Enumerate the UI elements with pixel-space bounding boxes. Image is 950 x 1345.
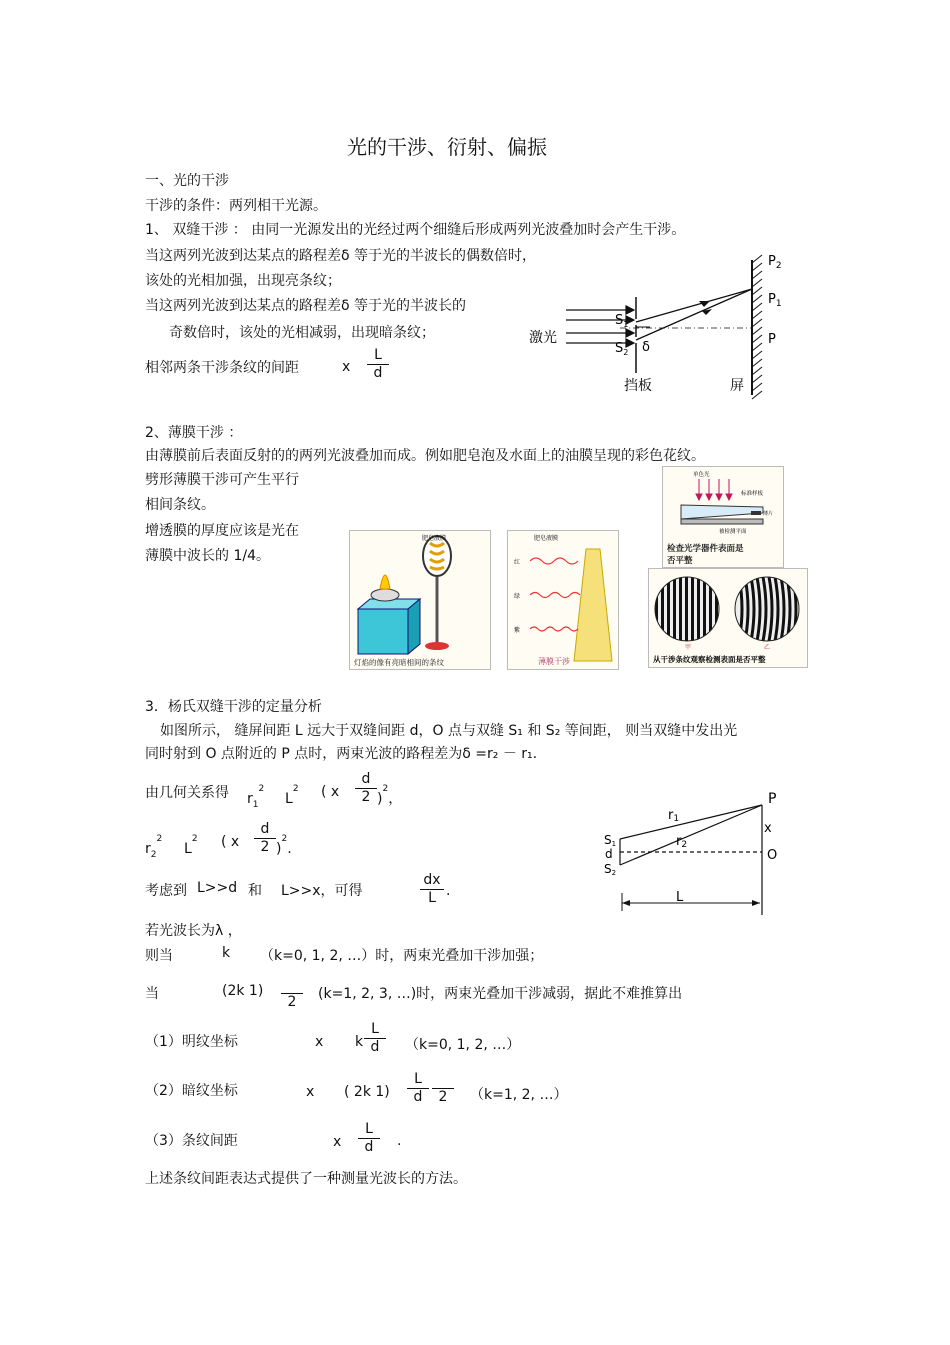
standard-plate	[681, 505, 763, 519]
close-paren: )	[377, 791, 383, 807]
ray-r1	[620, 805, 762, 839]
dark-condition: (k=1, 2, 3, …)时，两束光叠加干涉减弱，据此不难推算出	[318, 986, 683, 1002]
r2-label	[676, 834, 687, 850]
photo4-label-b: 乙	[764, 644, 771, 651]
p2-letter: P	[768, 254, 776, 269]
p1-label	[768, 292, 782, 309]
s2-label	[604, 862, 616, 877]
P-label: P	[768, 791, 777, 807]
p2-label	[768, 254, 782, 271]
formula-x: x	[306, 1084, 315, 1100]
lamp-shape	[371, 589, 399, 601]
text-line: 该处的光相加强，出现亮条纹；	[145, 273, 341, 289]
wavelength-label: 若光波长为λ ，	[145, 923, 242, 939]
formula-x: x	[342, 359, 351, 375]
fraction-L-over-d	[358, 1121, 380, 1156]
L-letter: L	[184, 841, 192, 857]
thin-sheet	[751, 511, 761, 515]
s1-sub: 1	[623, 320, 629, 329]
O-label: O	[767, 848, 778, 863]
eq1-r1	[247, 784, 264, 810]
fraction-L-over-d	[364, 1021, 386, 1056]
photo4-caption: 从干涉条纹观察检测表面是否平整	[653, 655, 766, 664]
laser-label: 激光	[529, 330, 557, 346]
baffle-label: 挡板	[624, 378, 652, 394]
test-surface	[681, 519, 763, 524]
denominator: 2	[287, 994, 297, 1010]
photo-thin-film	[507, 530, 619, 670]
bright-coord-label: （1）明纹坐标	[145, 1034, 238, 1050]
r2-letter: r	[676, 834, 682, 849]
delta-label: δ	[642, 340, 650, 355]
denominator: L	[428, 890, 436, 906]
denominator: d	[370, 1039, 380, 1055]
section2-heading: 2、薄膜干涉 ：	[145, 425, 243, 441]
photo2-caption: 薄膜干涉	[538, 657, 570, 666]
eq2-L2	[184, 834, 198, 857]
then-when: 则当	[145, 948, 173, 964]
text-line: 由薄膜前后表面反射的的两列光波叠加而成。例如肥皂泡及水面上的油膜呈现的彩色花纹。	[145, 448, 705, 464]
denominator: 2	[260, 839, 270, 855]
s1-letter: S	[615, 313, 624, 328]
dim-arrow-right	[752, 900, 760, 906]
s1-label	[604, 833, 616, 848]
photo2-label-red: 红	[514, 559, 521, 566]
text-line: 同时射到 O 点附近的 P 点时，两束光波的路程差为δ =r₂ － r₁.	[145, 746, 538, 762]
p1-sub: 1	[775, 299, 782, 309]
p1-letter: P	[768, 292, 776, 307]
screen-hatching	[752, 255, 762, 399]
numerator: d	[254, 821, 276, 839]
denominator: 2	[438, 1089, 448, 1105]
eq1-open: ( x	[321, 784, 340, 800]
eq1-close	[377, 784, 402, 808]
p2-sub: 2	[775, 261, 782, 271]
numerator: L	[358, 1121, 380, 1139]
k-symbol: k	[222, 945, 231, 961]
consider-label: 考虑到	[145, 883, 187, 899]
photo3-label: 被检测平面	[719, 529, 747, 535]
s2-letter: S	[615, 341, 624, 356]
page-title: 光的干涉、衍射、偏振	[347, 135, 547, 159]
text-line: 薄膜中波长的 1/4。	[145, 548, 270, 564]
d-label: d	[605, 847, 613, 861]
double-slit-diagram	[520, 245, 780, 405]
fraction-lambda-over-2	[432, 1071, 454, 1106]
section3-heading: 3．杨氏双缝干涉的定量分析	[145, 699, 322, 715]
s2-sub: 2	[611, 869, 617, 877]
s1-label	[615, 313, 628, 329]
square: 2	[258, 784, 265, 794]
bright-range: （k=0, 1, 2, …）	[405, 1037, 521, 1053]
denominator: d	[373, 365, 383, 381]
conclusion: 上述条纹间距表达式提供了一种测量光波长的方法。	[145, 1171, 467, 1187]
film-wedge	[574, 549, 612, 661]
r1-letter: r	[668, 808, 674, 823]
k-symbol: k	[355, 1034, 364, 1050]
photo1-top-label: 肥皂液膜	[422, 535, 447, 542]
photo3-caption-1: 检查光学器件表面是	[667, 544, 744, 554]
eq2-r2	[145, 834, 162, 860]
s1-sub: 1	[611, 840, 617, 848]
photo2-label-green: 绿	[514, 593, 521, 600]
photo3-label: 标准样板	[741, 491, 764, 497]
s2-letter: S	[604, 862, 612, 876]
photo3-label: 薄片	[763, 511, 774, 517]
numerator: L	[364, 1021, 386, 1039]
cond-L-gg-d: L>>d	[197, 880, 238, 896]
two-k-minus-1: ( 2k 1)	[344, 1084, 390, 1100]
numerator: dx	[420, 872, 444, 890]
fraction-d-over-2	[355, 771, 377, 806]
photo3-caption-2: 否平整	[667, 556, 693, 566]
s2-sub: 2	[623, 348, 629, 357]
dim-arrow-left	[622, 900, 630, 906]
stand-base	[425, 642, 449, 650]
screen-label: 屏	[730, 378, 744, 394]
r1-sub: 1	[673, 814, 680, 824]
denominator: d	[364, 1139, 374, 1155]
fringe-spacing-label: 相邻两条干涉条纹的间距	[145, 360, 299, 376]
r-letter: r	[145, 841, 151, 857]
ray-r2	[620, 805, 762, 865]
spacing-label: （3）条纹间距	[145, 1133, 238, 1149]
r2-sub: 2	[681, 840, 688, 850]
fraction-lambda-over-2	[281, 976, 303, 1011]
cond-L-gg-x: L>>x，可得	[281, 883, 363, 899]
photo4-label-a: 甲	[685, 644, 692, 651]
text-line: 相间条纹。	[145, 497, 215, 513]
square: 2	[292, 784, 299, 794]
denominator: d	[413, 1089, 423, 1105]
square: 2	[156, 834, 163, 844]
photo3-label: 单色光	[693, 472, 710, 478]
r-letter: r	[247, 791, 253, 807]
numerator: L	[407, 1071, 429, 1089]
ray-s2	[636, 289, 752, 340]
block-shape	[358, 609, 408, 654]
s1-letter: S	[604, 833, 612, 847]
period: .	[287, 841, 292, 857]
denominator: 2	[361, 789, 371, 805]
fraction-d-over-2	[254, 821, 276, 856]
text-line: 当这两列光波到达某点的路程差δ 等于光的半波长的偶数倍时，	[145, 248, 537, 264]
young-geometry-diagram	[598, 785, 798, 915]
L-letter: L	[285, 791, 293, 807]
numerator: L	[367, 347, 389, 365]
photo2-label-purple: 紫	[514, 627, 521, 634]
text-line: 劈形薄膜干涉可产生平行	[145, 472, 299, 488]
photo1-caption: 灯焰的像有亮暗相间的条纹	[354, 658, 444, 667]
and-label: 和	[248, 883, 262, 899]
comma: ，	[388, 791, 403, 807]
square: 2	[191, 834, 198, 844]
period: .	[397, 1133, 402, 1149]
text-line: 如图所示， 缝屏间距 L 远大于双缝间距 d，O 点与双缝 S₁ 和 S₂ 等间距， 则当双缝中发出光	[160, 723, 738, 739]
two-k-minus-1: (2k 1)	[222, 983, 264, 999]
numerator	[281, 976, 303, 994]
section1-heading: 一、光的干涉	[145, 173, 229, 189]
r-sub: 1	[252, 799, 259, 810]
photo-fringe-patterns	[648, 568, 808, 668]
fraction-L-over-d	[367, 347, 389, 382]
r-sub: 2	[150, 849, 157, 860]
dark-range: （k=1, 2, …）	[470, 1087, 568, 1103]
double-slit-text: 1、 双缝干涉 ： 由同一光源发出的光经过两个细缝后形成两列光波叠加时会产生干涉。	[145, 222, 686, 238]
formula-x: x	[333, 1134, 342, 1150]
square: 2	[281, 834, 288, 844]
eq1-L2	[285, 784, 299, 807]
bright-condition: （k=0, 1, 2, …）时，两束光叠加干涉加强；	[260, 948, 544, 964]
photo2-top-label: 肥皂液膜	[534, 535, 559, 542]
interference-condition: 干涉的条件：两列相干光源。	[145, 198, 327, 214]
text-line: 奇数倍时，该处的光相减弱，出现暗条纹；	[169, 325, 435, 341]
geometry-label: 由几何关系得	[145, 785, 229, 801]
fringe-circle-a	[655, 577, 719, 641]
formula-x: x	[315, 1034, 324, 1050]
eq2-open: ( x	[221, 834, 240, 850]
photo-candle-soap-film	[349, 530, 491, 670]
L-label: L	[676, 890, 684, 905]
text-line: 当这两列光波到达某点的路程差δ 等于光的半波长的	[145, 298, 467, 314]
square: 2	[382, 784, 389, 794]
r1-label	[668, 808, 679, 824]
close-paren: )	[276, 841, 282, 857]
photo-flatness-check	[662, 466, 784, 568]
text-line: 增透膜的厚度应该是光在	[145, 523, 299, 539]
flame-shape	[380, 575, 390, 589]
period: .	[446, 883, 451, 899]
when-label: 当	[145, 986, 159, 1002]
p-label: P	[768, 332, 776, 347]
dark-coord-label: （2）暗纹坐标	[145, 1083, 238, 1099]
numerator: d	[355, 771, 377, 789]
eq2-close	[276, 834, 292, 857]
fraction-L-over-d	[407, 1071, 429, 1106]
x-label: x	[764, 821, 772, 836]
ray-s1	[636, 289, 752, 322]
numerator	[432, 1071, 454, 1089]
fraction-dx-over-L	[420, 872, 444, 907]
